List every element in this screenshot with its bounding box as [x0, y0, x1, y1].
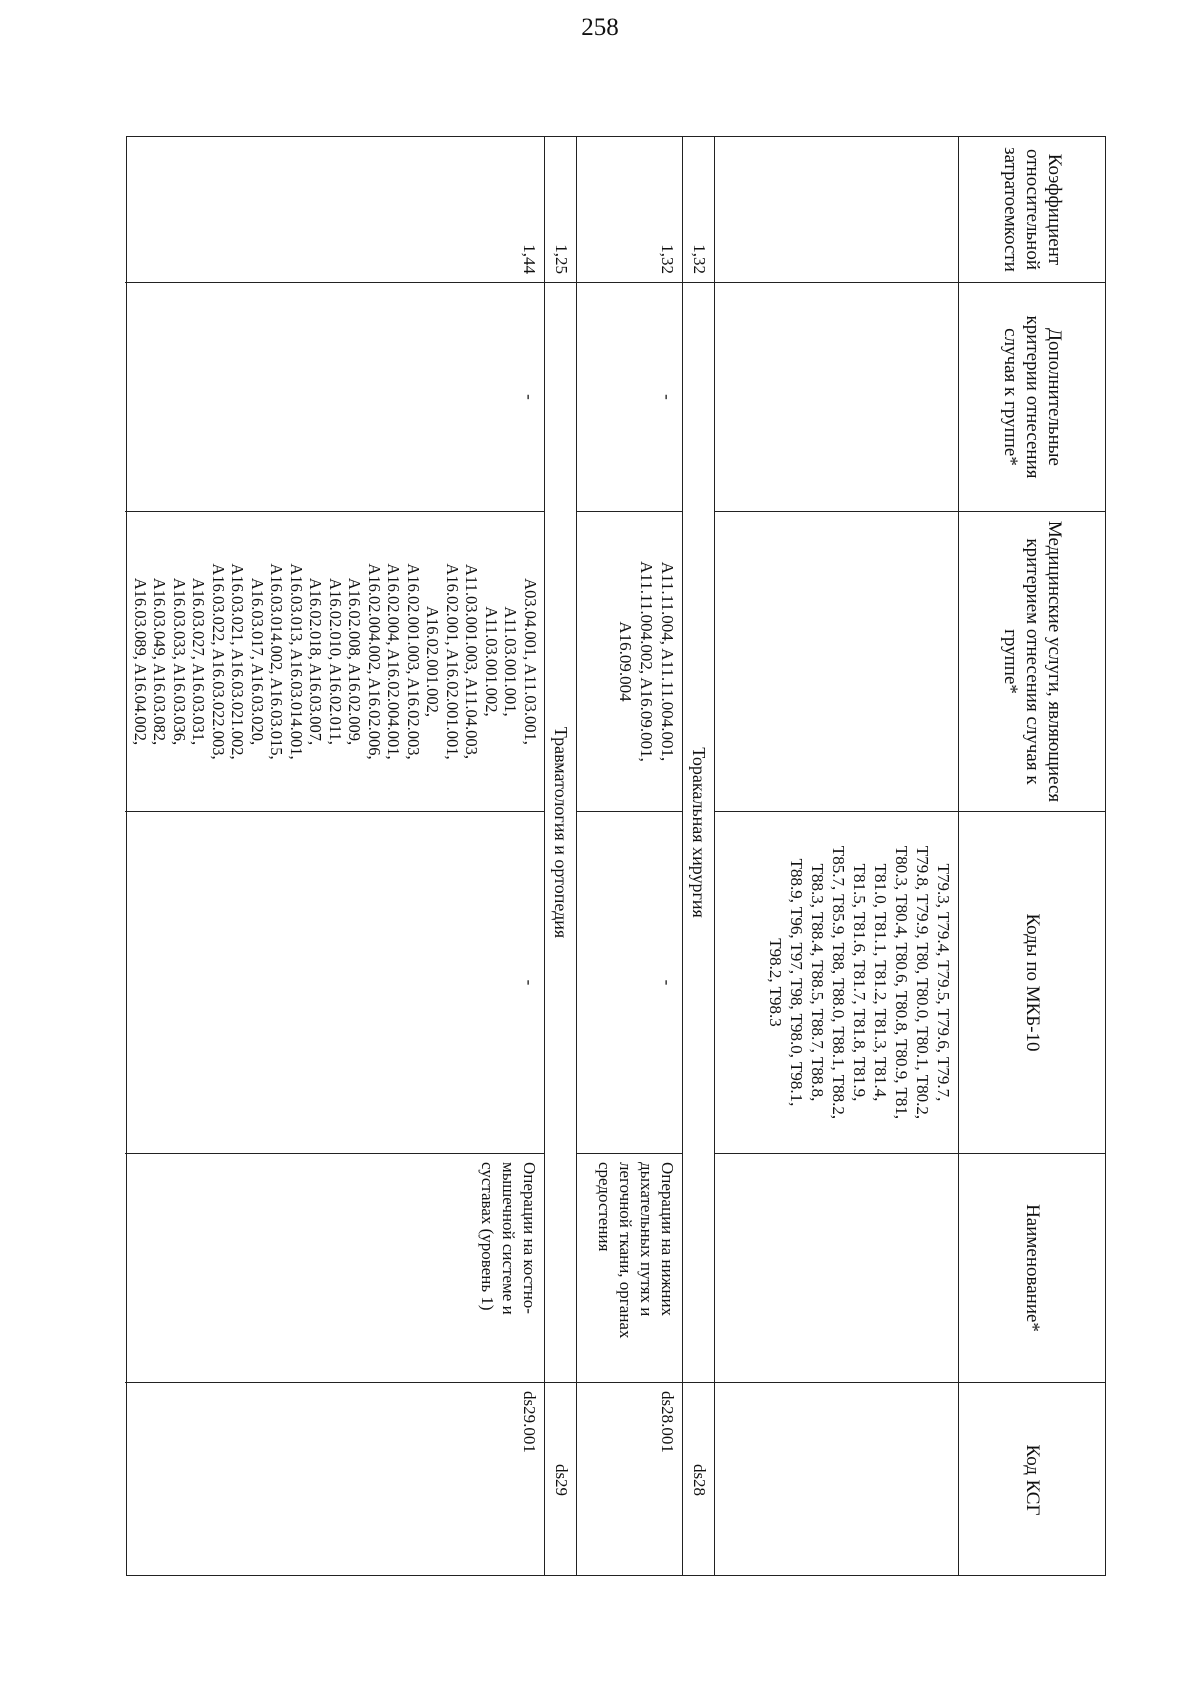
service-line: A11.03.001.003, A11.04.003,	[462, 564, 482, 759]
cell-extra: -	[125, 282, 544, 511]
cell-code: ds28.001	[577, 1382, 682, 1577]
cell-mkb: -	[577, 811, 682, 1153]
cell-code: ds29.001	[125, 1382, 544, 1577]
cell-code: ds28	[683, 1382, 714, 1577]
header-mkb: Коды по МКБ-10	[959, 811, 1105, 1153]
header-code: Код КСГ	[959, 1382, 1105, 1577]
page-number: 258	[581, 14, 619, 41]
mkb-line: T88.3, T88.4, T88.5, T88.7, T88.8,	[808, 863, 827, 1102]
table-row-ds28-001	[577, 137, 683, 1575]
header-services: Медицинские услуги, являющиеся критерием отнесения случая к группе*	[959, 511, 1105, 811]
profile-title: Травматология и ортопедия	[545, 282, 576, 1382]
cell-mkb-codes	[715, 811, 958, 1153]
service-line: A16.03.014.002, A16.03.015,	[267, 563, 287, 760]
mkb-line: T80.3, T80.4, T80.6, T80.8, T80.9, T81,	[892, 845, 911, 1120]
cell-coef: 1,44	[520, 244, 539, 274]
cell-coef	[715, 137, 958, 282]
table-row-ds29-001	[125, 137, 545, 1575]
service-line: A16.02.010, A16.02.011,	[326, 578, 345, 745]
service-line: A16.09.004	[616, 621, 635, 702]
header-extra: Дополнительные критерии отнесения случая к группе*	[959, 282, 1105, 511]
service-line: A11.11.004.002, A16.09.001,	[637, 561, 656, 762]
mkb-line: T81.5, T81.6, T81.7, T81.8, T81.9,	[850, 863, 869, 1102]
mkb-line: T85.7, T85.9, T88, T88.0, T88.1, T88.2,	[829, 845, 848, 1120]
table-header-row	[959, 137, 1105, 1575]
cell-code: ds29	[545, 1382, 576, 1577]
service-line: A11.11.004, A11.11.004.001,	[658, 561, 677, 762]
service-line: A16.03.013, A16.03.014.001,	[287, 563, 306, 760]
mkb-line: T81.0, T81.1, T81.2, T81.3, T81.4,	[871, 863, 890, 1102]
mkb-line: T88.9, T96, T97, T98, T98.0, T98.1,	[787, 858, 806, 1107]
profile-row-ds29	[545, 137, 577, 1575]
mkb-line: T98.2, T98.3	[766, 938, 785, 1027]
cell-extra	[715, 282, 958, 511]
cell-coef: 1,32	[658, 244, 677, 274]
profile-row-ds28	[683, 137, 715, 1575]
profile-title: Торакальная хирургия	[683, 282, 714, 1382]
service-line: A11.03.001.001,	[501, 606, 521, 717]
service-line: A16.03.033, A16.03.036,	[170, 577, 189, 746]
cell-mkb: -	[125, 811, 544, 1153]
cell-code	[715, 1382, 958, 1577]
service-line: A16.02.004.002, A16.02.006,	[365, 563, 384, 760]
ksg-table	[126, 136, 1106, 1576]
table-row	[715, 137, 959, 1575]
service-line: A16.02.018, A16.03.007,	[306, 577, 326, 746]
cell-name: Операции на нижних дыхательных путях и легочной ткани, органах средостения	[577, 1153, 682, 1382]
header-coef: Коэффициент относительной затратоемкости	[1000, 147, 1065, 272]
service-line: A11.03.001.002,	[482, 606, 501, 717]
service-line: A16.03.027, A16.03.031,	[189, 577, 209, 746]
service-line: A16.02.001, A16.02.001.001,	[443, 563, 462, 760]
service-line: A16.03.021, A16.03.021.002,	[228, 563, 248, 760]
cell-services	[715, 511, 958, 811]
rotated-table-wrapper	[126, 136, 1106, 1576]
service-line: A16.03.022, A16.03.022.003,	[209, 563, 228, 760]
mkb-line: T79.3, T79.4, T79.5, T79.6, T79.7,	[934, 863, 953, 1102]
service-line: A03.04.001, A11.03.001,	[521, 578, 540, 745]
header-name: Наименование*	[959, 1153, 1105, 1382]
service-line: A16.03.017, A16.03.020,	[248, 577, 267, 746]
cell-services	[577, 511, 682, 811]
mkb-line: T79.8, T79.9, T80, T80.0, T80.1, T80.2,	[913, 845, 932, 1120]
service-line: A16.02.001.003, A16.02.003,	[404, 563, 423, 760]
cell-name: Операции на костно-мышечной системе и суставах (уровень 1)	[125, 1153, 544, 1382]
service-line: A16.02.008, A16.02.009,	[345, 577, 365, 746]
service-line: A16.02.001.002,	[423, 606, 443, 717]
service-line: A16.02.004, A16.02.004.001,	[384, 563, 404, 760]
service-line: A16.03.049, A16.03.082,	[150, 577, 170, 746]
cell-services	[125, 511, 544, 811]
cell-coef: 1,25	[552, 244, 571, 274]
cell-extra: -	[577, 282, 682, 511]
service-line: A16.03.089, A16.04.002,	[131, 577, 150, 746]
cell-name	[715, 1153, 958, 1382]
cell-coef: 1,32	[690, 244, 709, 274]
